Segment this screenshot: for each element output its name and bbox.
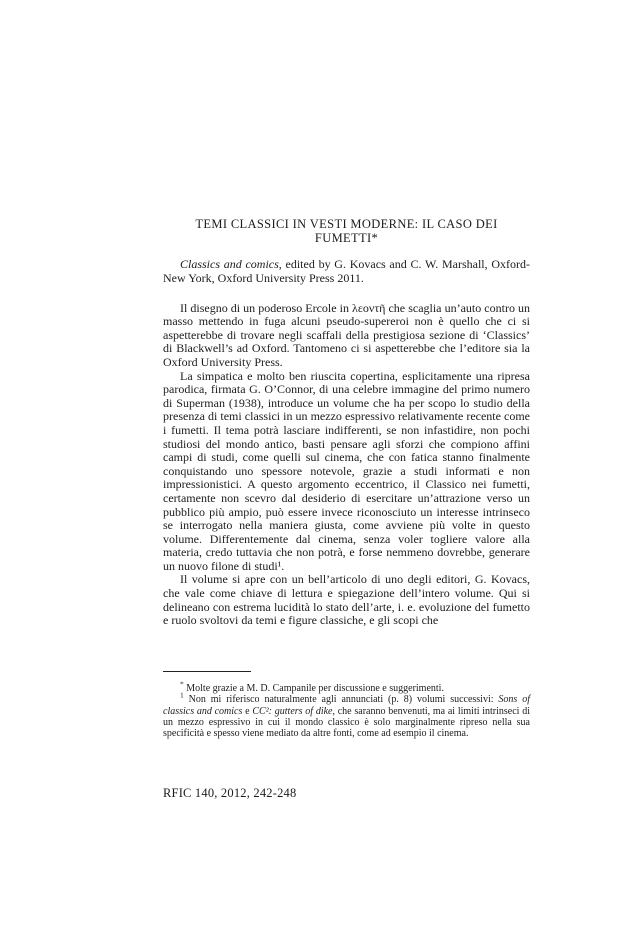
body-text [163,302,530,628]
footnote-star-text: Molte grazie a M. D. Campanile per discussione e suggerimenti. [183,683,444,694]
footnote-star [163,679,530,694]
text-column [163,218,530,628]
article-title-line2: FUMETTI* [314,230,379,245]
body-paragraph-3: Il volume si apre con un bell’articolo di uno degli editori, G. Kovacs, che vale come chiave di lettura e spiegazione dell’intero volume. Qui si delineano con estrema lucidità lo stato dell’arte, i. e. evoluzione del fumetto e ruolo svoltovi da temi e figure classiche, e gli scopi che [163,572,530,628]
footnote-1-text-c: , che saranno benvenuti, ma ai limiti intrinseci di un mezzo espressivo in cui il mondo classico è solo marginalmente ripreso nella sua specificità e spesso viene mediato da altre fonti, come ad esempio il cinema. [163,705,530,740]
book-reference-details: , edited by G. Kovacs and C. W. Marshall, Oxford-New York, Oxford University Press 2011. [163,257,530,285]
article-title [163,218,530,245]
footnote-1-text-a: Non mi riferisco naturalmente agli annunciati (p. 8) volumi successivi: [183,694,499,706]
body-paragraph-2: La simpatica e molto ben riuscita copertina, esplicitamente una ripresa parodica, firmata G. O’Connor, di una celebre immagine del primo numero di Superman (1938), introduce un volume che ha per scopo lo studio della presenza di temi classici in un mezzo espressivo relativamente recente come i fumetti. Il tema potrà lasciare indifferenti, se non infastidire, non pochi studiosi del mondo antico, basti pensare agli sforzi che compiono affini campi di studi, come quelli sul cinema, che con fatica stanno finalmente conquistando uno spessore notevole, grazie a studi informati e non impressionistici. A questo argomento eccentrico, il Classico nei fumetti, certamente non scevro dal desiderio di esercitare un’attrazione verso un pubblico più ampio, può essere invece riconosciuto un interesse intrinseco se interrogato nella maniera giusta, come avviene più volte in questo volume. Differentemente dal cinema, senza voler togliere valore alla materia, credo tuttavia che non potrà, e forse nemmeno dovrebbe, generare un nuovo filone di studi¹. [163,368,530,573]
book-reference-title: Classics and comics [180,257,279,272]
footnote-separator-rule [163,671,251,672]
journal-citation-footer: RFIC 140, 2012, 242-248 [163,786,297,800]
book-reference [163,258,530,285]
footnote-star-marker: * [180,679,184,689]
article-title-line1: TEMI CLASSICI IN VESTI MODERNE: IL CASO DEI [195,217,498,231]
footnote-1-text-b: e [242,705,253,717]
footnote-1-book-title-2: CC²: gutters of dike [252,705,333,717]
footnote-1-marker: 1 [180,690,184,700]
footnote-1-book-title-1: Sons of classics and comics [163,694,530,717]
body-paragraph-1: Il disegno di un poderoso Ercole in λεοντῆ che scaglia un’auto contro un masso mettendo in fuga alcuni pseudo-supereroi non è quello che ci si aspetterebbe di trovare negli scaffali della prestigiosa sezione di ‘Classics’ di Blackwell’s ad Oxford. Tantomeno ci si aspetterebbe che l’editore sia la Oxford University Press. [163,300,530,369]
footnotes-section [163,671,530,739]
footnote-1 [163,690,530,740]
